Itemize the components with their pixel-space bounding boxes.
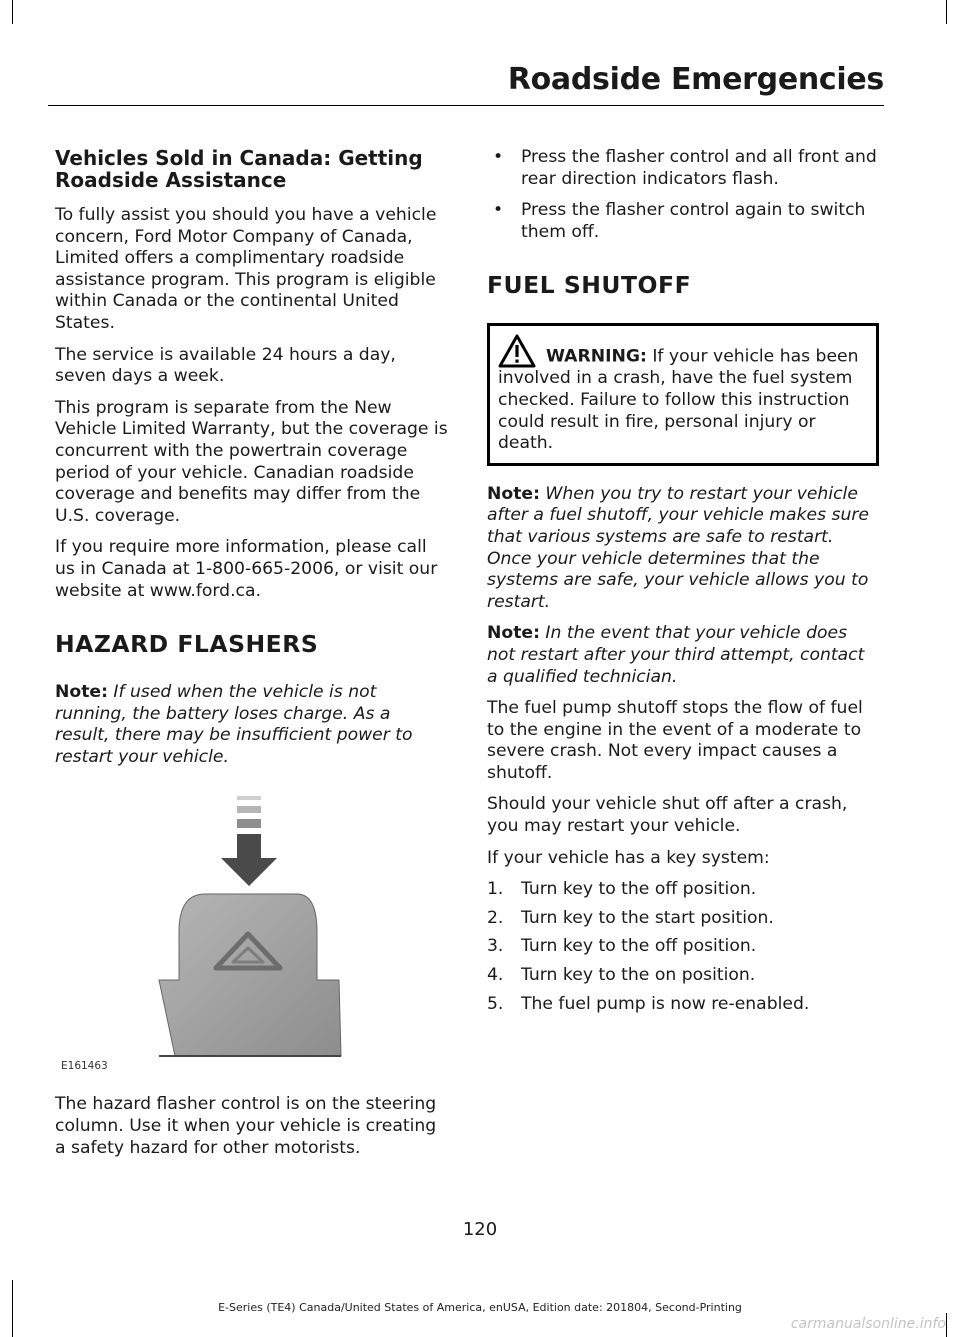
paragraph: If you require more information, please call us in Canada at 1-800-665-2006, or visit our website at www.ford.ca.: [55, 537, 438, 601]
step-number: 1.: [487, 879, 504, 900]
hazard-body: The hazard flasher control is on the steering column. Use it when your vehicle is creating a safety hazard for other motorists.: [55, 1094, 437, 1158]
note-text: When you try to restart your vehicle after a fuel shutoff, your vehicle makes sure that various systems are safe to restart. Once your vehicle determines that the systems are safe, your vehicle allows you to restart.: [487, 483, 870, 612]
paragraph: If your vehicle has a key system:: [487, 847, 770, 868]
note-label: Note:: [487, 483, 540, 504]
list-item: [487, 908, 879, 930]
note-text: In the event that your vehicle does not restart after your third attempt, contact a qualified technician.: [487, 623, 865, 687]
step-number: 2.: [487, 907, 504, 928]
bullet-text: Press the flasher control and all front and rear direction indicators flash.: [521, 147, 877, 189]
hazard-switch-figure: [55, 784, 345, 1074]
page-footer: E-Series (TE4) Canada/United States of America, enUSA, Edition date: 201804, Second-Printing: [218, 1301, 742, 1314]
list-item: [487, 147, 879, 190]
press-arrow-icon: [221, 834, 277, 886]
page-number: 120: [462, 1219, 498, 1240]
warning-box: [487, 323, 879, 465]
step-text: The fuel pump is now re-enabled.: [521, 993, 810, 1014]
arrow-stripe: [237, 806, 261, 813]
right-column: [487, 147, 879, 1022]
step-text: Turn key to the on position.: [521, 965, 756, 986]
step-number: 5.: [487, 993, 504, 1014]
warning-triangle-icon: [498, 334, 536, 368]
crop-mark-top-left-v: [12, 0, 13, 24]
key-steps-list: [487, 879, 879, 1015]
paragraph: The fuel pump shutoff stops the flow of fuel to the engine in the event of a moderate to severe crash. Not every impact causes a shutoff.: [487, 698, 863, 783]
step-number: 4.: [487, 965, 504, 986]
paragraph: The service is available 24 hours a day, seven days a week.: [55, 344, 396, 387]
fuel-note-2: [487, 623, 879, 688]
left-column: [55, 147, 448, 1169]
paragraph: This program is separate from the New Vehicle Limited Warranty, but the coverage is concurrent with the powertrain coverage period of your vehicle. Canadian roadside coverage and benefits may differ from the U.S. coverage.: [55, 397, 448, 526]
warning-text: [498, 334, 868, 454]
header-divider: [48, 105, 884, 106]
figure-label: E161463: [61, 1060, 108, 1073]
hazard-note: [55, 682, 448, 768]
note-label: Note:: [487, 623, 540, 644]
step-text: Turn key to the off position.: [521, 879, 757, 900]
fuel-note-1: [487, 484, 879, 614]
list-item: [487, 936, 879, 958]
crop-mark-top-right-v: [946, 0, 947, 24]
warning-body: If your vehicle has been involved in a crash, have the fuel system checked. Failure to follow this instruction could result in fire, personal injury or death.: [498, 346, 859, 454]
note-text: If used when the vehicle is not running, the battery loses charge. As a result, there may be insufficient power to restart your vehicle.: [55, 682, 413, 767]
warning-label: WARNING:: [546, 346, 647, 367]
page-header-title: Roadside Emergencies: [507, 62, 884, 97]
hazard-flashers-heading: HAZARD FLASHERS: [55, 630, 319, 659]
canada-heading: Vehicles Sold in Canada: Getting Roadside Assistance: [55, 146, 423, 192]
fuel-shutoff-heading: FUEL SHUTOFF: [487, 271, 692, 300]
paragraph: Should your vehicle shut off after a crash, you may restart your vehicle.: [487, 794, 848, 837]
list-item: [487, 994, 879, 1016]
note-label: Note:: [55, 682, 108, 703]
list-item: [487, 200, 879, 243]
step-text: Turn key to the off position.: [521, 936, 757, 957]
step-text: Turn key to the start position.: [521, 907, 774, 928]
flasher-bullets: [487, 147, 879, 243]
list-item: [487, 879, 879, 901]
list-item: [487, 965, 879, 987]
arrow-stripe: [237, 796, 261, 800]
hazard-switch-illustration: [55, 784, 345, 1074]
bullet-text: Press the flasher control again to switch them off.: [521, 200, 866, 242]
hazard-switch-body: [159, 894, 341, 1056]
step-number: 3.: [487, 936, 504, 957]
bullet-glyph: •: [493, 147, 504, 167]
watermark: carmanualsonline.info: [790, 1316, 946, 1332]
crop-mark-bottom-right-v: [946, 1313, 947, 1337]
bullet-glyph: •: [493, 200, 504, 221]
arrow-stripe: [237, 819, 261, 828]
paragraph: To fully assist you should you have a vehicle concern, Ford Motor Company of Canada, Limited offers a complimentary roadside assistance program. This program is eligible within Canada or the continental United States.: [55, 205, 437, 333]
